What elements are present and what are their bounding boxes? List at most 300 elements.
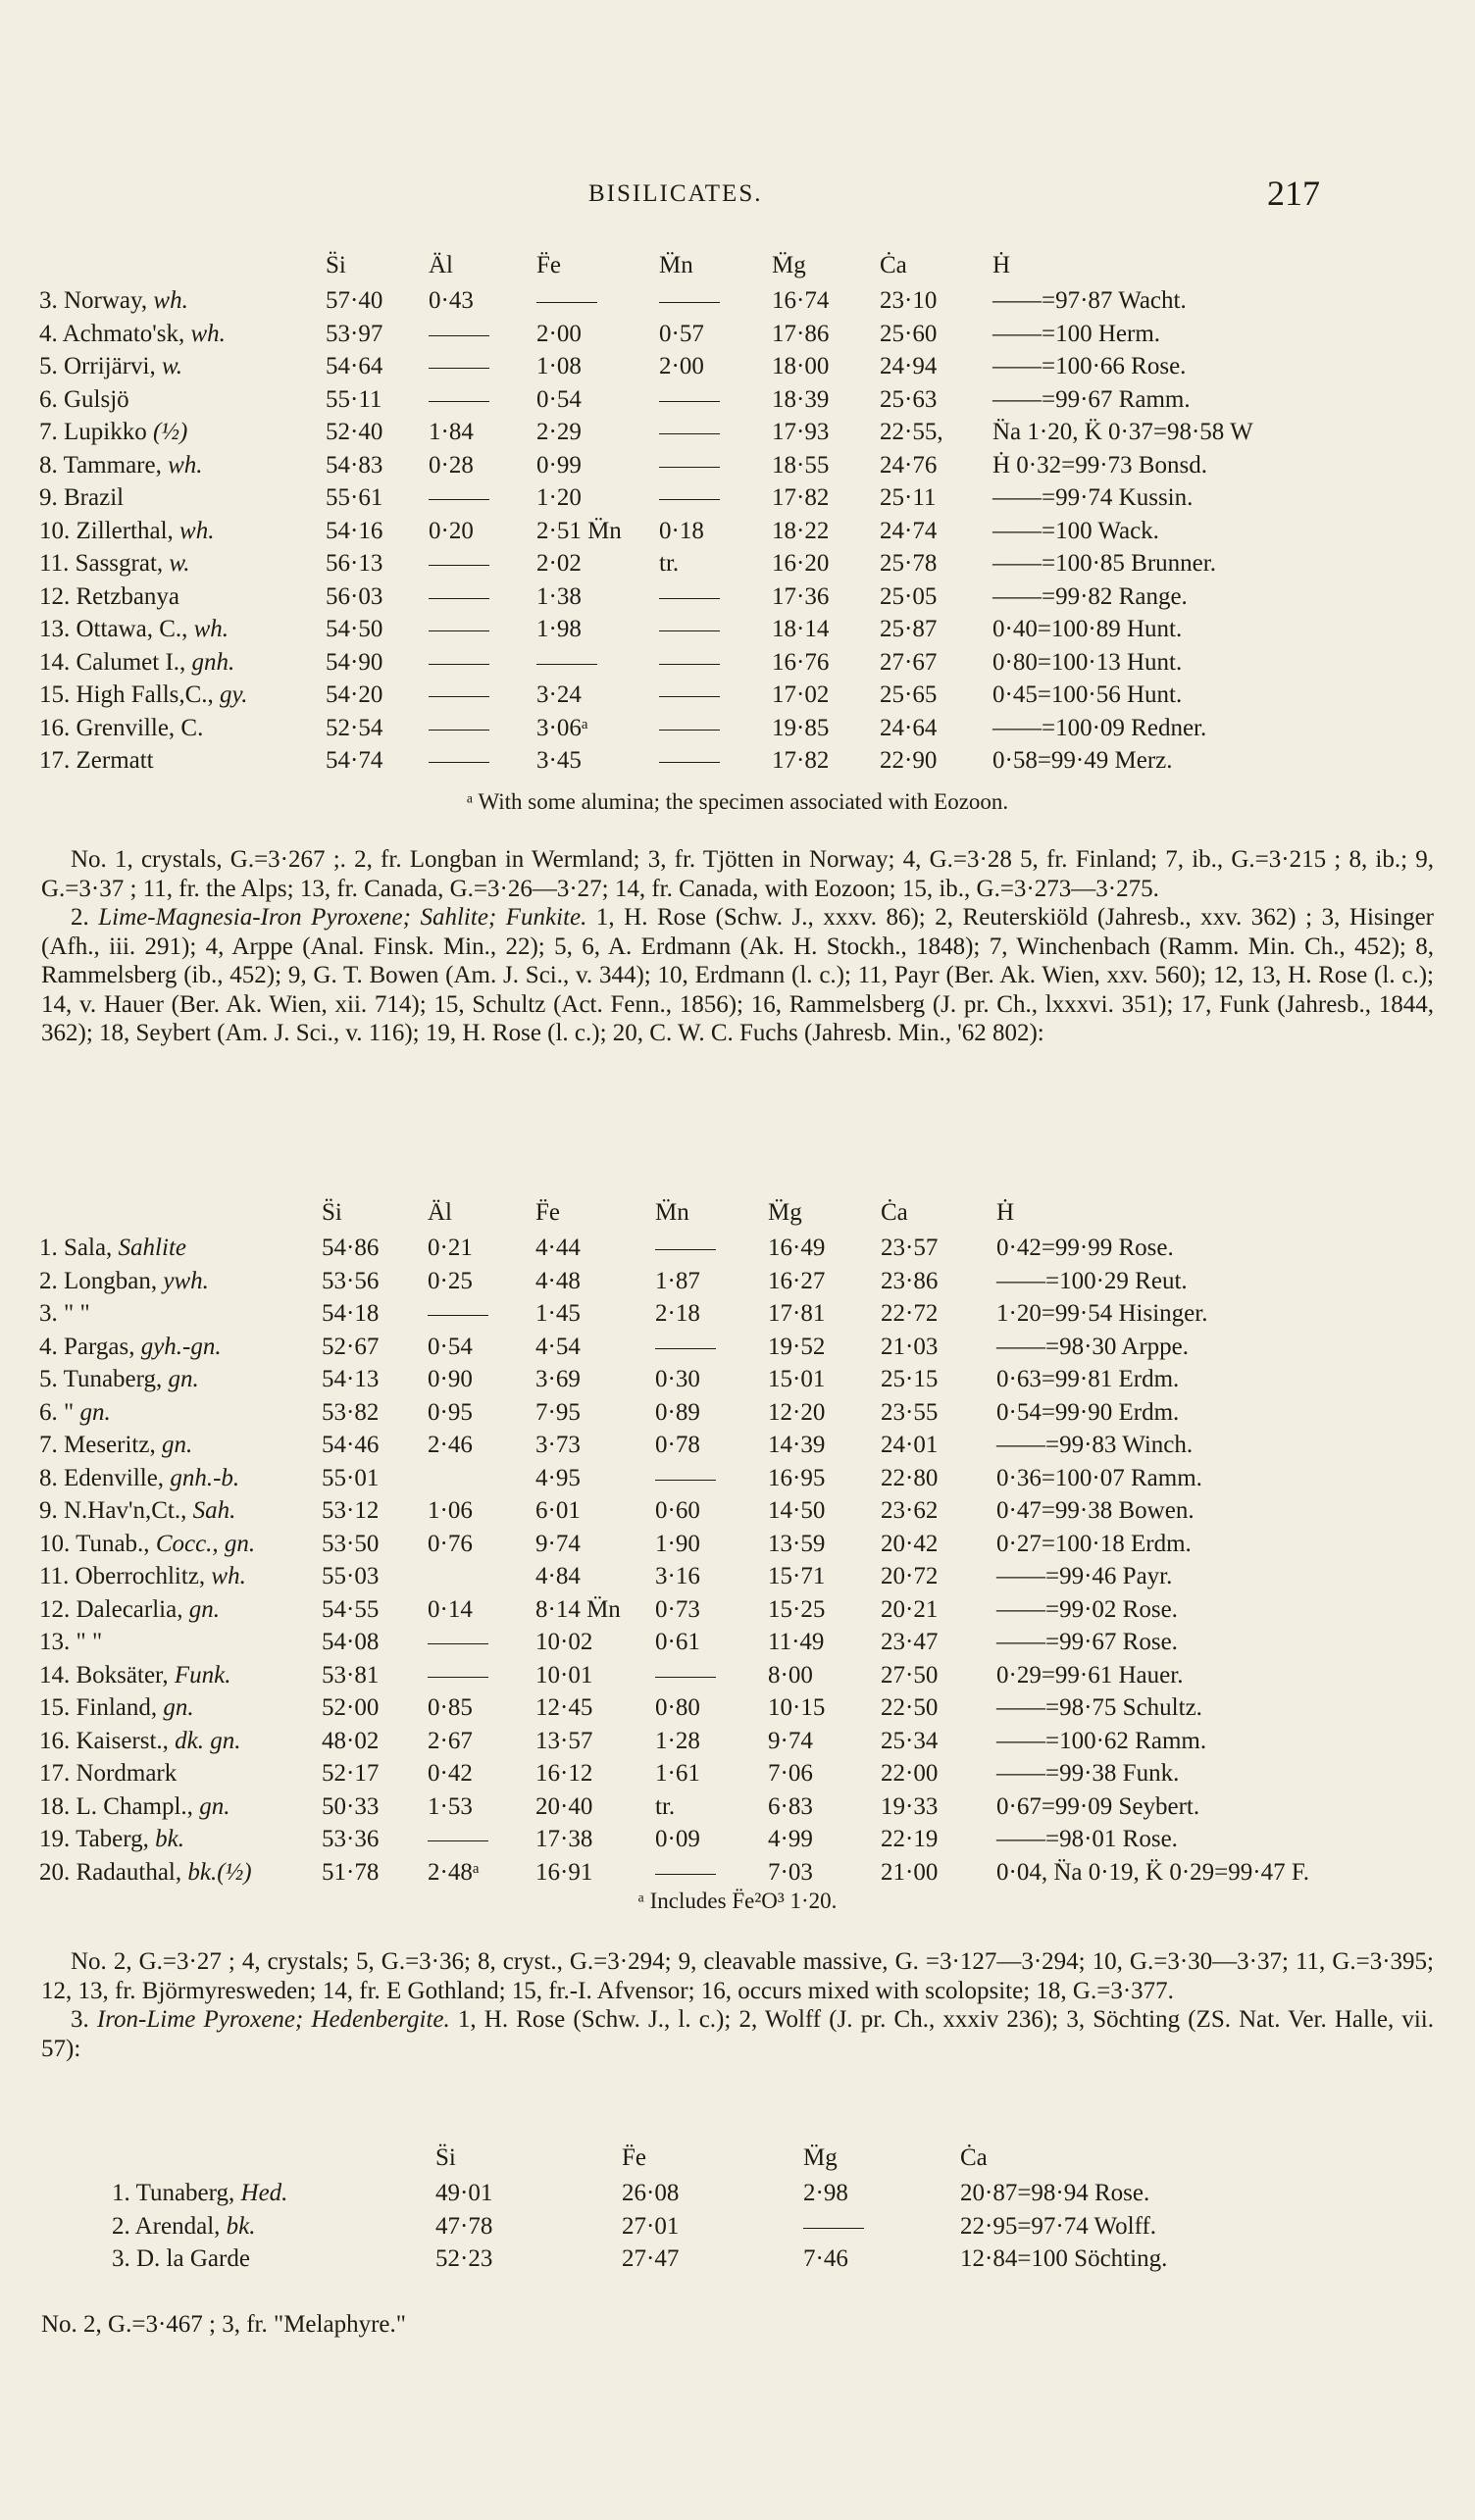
cell-location xyxy=(35,1757,318,1790)
cell-ca: 25·05 xyxy=(880,582,938,610)
row-number: 14. xyxy=(39,648,71,676)
running-head xyxy=(0,176,1475,216)
cell-mg: 16·74 xyxy=(772,287,830,315)
col-ca: Ċa xyxy=(960,2143,988,2171)
cell-ca: 24·01 xyxy=(881,1432,939,1459)
empty-dash xyxy=(659,664,720,665)
cell-fe: 7·95 xyxy=(535,1398,581,1426)
cell-fe: 4·84 xyxy=(535,1563,581,1590)
empty-dash xyxy=(659,467,720,468)
cell-mg: 17·93 xyxy=(772,419,830,446)
col-fe: F̈e xyxy=(622,2143,646,2171)
cell-location xyxy=(35,284,322,318)
cell-rest: ——=100·09 Redner. xyxy=(992,714,1207,741)
table-row xyxy=(35,1494,1438,1528)
cell-al: 0·95 xyxy=(428,1398,473,1426)
col-h: Ḣ xyxy=(992,251,1011,278)
cell-location xyxy=(35,1429,318,1462)
cell-rest: Ḣ 0·32=99·73 Bonsd. xyxy=(992,451,1207,479)
table-row xyxy=(35,481,1438,515)
section-2-title: Lime-Magnesia-Iron Pyroxene; Sahlite; Funkite. xyxy=(98,904,587,931)
table-row xyxy=(35,1626,1438,1659)
section-3-title: Iron-Lime Pyroxene; Hedenbergite. xyxy=(96,2006,450,2033)
table-row xyxy=(108,2177,1285,2210)
row-number: 12. xyxy=(39,582,71,610)
cell-al: 0·76 xyxy=(428,1530,473,1557)
cell-rest: 1·20=99·54 Hisinger. xyxy=(996,1300,1208,1328)
empty-dash xyxy=(659,433,720,434)
table-row xyxy=(35,515,1438,548)
cell-rest: ——=99·82 Range. xyxy=(992,582,1188,610)
cell-si: 53·36 xyxy=(322,1826,380,1853)
cell-mg: 17·02 xyxy=(772,681,830,709)
description: Hed. xyxy=(240,2180,288,2207)
table-row xyxy=(35,1265,1438,1298)
running-title: BISILICATES. xyxy=(588,180,763,207)
cell-al: 0·54 xyxy=(428,1333,473,1360)
cell-fe: 1·45 xyxy=(535,1300,581,1328)
description: bk. xyxy=(226,2212,256,2240)
cell-al: 0·43 xyxy=(429,287,474,315)
cell-fe: 16·91 xyxy=(535,1858,593,1886)
cell-ca: 25·63 xyxy=(880,385,938,413)
cell-fe: 13·57 xyxy=(535,1727,593,1754)
cell-mg: 7·46 xyxy=(803,2245,848,2273)
empty-dash xyxy=(659,696,720,697)
empty-dash xyxy=(659,499,720,500)
cell-rest: ——=99·67 Rose. xyxy=(996,1629,1178,1656)
description: Cocc., gn. xyxy=(155,1530,256,1557)
table-row xyxy=(35,1560,1438,1593)
row-number: 7. xyxy=(39,1432,58,1459)
empty-dash xyxy=(429,696,489,697)
cell-rest: 0·58=99·49 Merz. xyxy=(992,747,1173,775)
table-row xyxy=(35,547,1438,580)
table-row xyxy=(35,350,1438,383)
cell-rest: ——=99·02 Rose. xyxy=(996,1595,1178,1623)
description: wh. xyxy=(168,451,203,479)
cell-ca: 25·87 xyxy=(880,616,938,643)
cell-mg: 16·20 xyxy=(772,550,830,578)
table-row xyxy=(35,284,1438,318)
cell-mg: 18·22 xyxy=(772,517,830,544)
cell-location xyxy=(35,1823,318,1856)
cell-location xyxy=(35,679,322,712)
col-mg: M̈g xyxy=(772,251,806,278)
description: gy. xyxy=(220,681,248,709)
description: wh. xyxy=(179,517,215,544)
cell-fe: 1·38 xyxy=(536,582,582,610)
col-mg: M̈g xyxy=(803,2143,838,2171)
notes-text-3: No. 2, G.=3·467 ; 3, fr. "Melaphyre." xyxy=(41,2311,406,2338)
description: gnh.-b. xyxy=(170,1464,240,1491)
empty-dash xyxy=(429,664,489,665)
cell-mg: 16·27 xyxy=(768,1267,826,1294)
analysis-table-3 xyxy=(108,2138,1285,2276)
cell-si: 54·08 xyxy=(322,1629,380,1656)
cell-fe: 27·47 xyxy=(622,2245,680,2273)
empty-dash xyxy=(429,368,489,369)
cell-si: 53·81 xyxy=(322,1661,380,1688)
table-row xyxy=(35,1297,1438,1331)
row-number: 1. xyxy=(112,2180,130,2207)
empty-dash xyxy=(429,598,489,599)
empty-dash xyxy=(428,1677,488,1678)
locality: L. Champl., xyxy=(76,1792,193,1820)
cell-location xyxy=(35,416,322,449)
cell-ca: 25·15 xyxy=(881,1366,939,1393)
description: gn. xyxy=(199,1792,230,1820)
cell-location xyxy=(35,350,322,383)
col-mn: M̈n xyxy=(655,1198,689,1226)
table-row xyxy=(35,1691,1438,1725)
row-number: 9. xyxy=(39,1497,58,1525)
locality: Tunab., xyxy=(76,1530,150,1557)
locality: Longban, xyxy=(64,1267,158,1294)
row-number: 15. xyxy=(39,1694,71,1722)
cell-rest: 0·80=100·13 Hunt. xyxy=(992,648,1183,676)
table-row xyxy=(35,383,1438,417)
table-row xyxy=(35,580,1438,614)
description: bk. xyxy=(155,1826,185,1853)
cell-ca: 22·50 xyxy=(881,1694,939,1722)
locality: Dalecarlia, xyxy=(76,1595,183,1623)
empty-dash xyxy=(428,1643,488,1644)
cell-rest: ——=99·46 Payr. xyxy=(996,1563,1173,1590)
cell-fe: 16·12 xyxy=(535,1760,593,1788)
col-fe: F̈e xyxy=(535,1198,560,1226)
table-row xyxy=(35,1429,1438,1462)
table-row xyxy=(35,1396,1438,1430)
empty-dash xyxy=(655,1677,716,1678)
row-number: 19. xyxy=(39,1826,71,1853)
cell-si: 53·97 xyxy=(326,320,383,347)
cell-mn: 0·73 xyxy=(655,1595,700,1623)
cell-ca: 22·80 xyxy=(881,1464,939,1491)
col-si: S̈i xyxy=(326,251,346,278)
description: gn. xyxy=(168,1366,199,1393)
cell-mg: 18·39 xyxy=(772,385,830,413)
cell-mn: 0·57 xyxy=(659,320,704,347)
table2-footnote: ᵃ Includes F̈e²O³ 1·20. xyxy=(637,1889,838,1913)
cell-rest: ——=98·01 Rose. xyxy=(996,1826,1178,1853)
cell-mn: 1·90 xyxy=(655,1530,700,1557)
cell-mg: 17·81 xyxy=(768,1300,826,1328)
empty-dash xyxy=(429,401,489,402)
cell-rest: 0·47=99·38 Bowen. xyxy=(996,1497,1195,1525)
cell-fe: 10·02 xyxy=(535,1629,593,1656)
col-mn: M̈n xyxy=(659,251,693,278)
cell-ca: 23·62 xyxy=(881,1497,939,1525)
cell-fe: 3·45 xyxy=(536,747,582,775)
description: wh. xyxy=(211,1563,246,1590)
cell-location xyxy=(35,1725,318,1758)
cell-ca: 25·11 xyxy=(880,484,937,512)
row-number: 16. xyxy=(39,1727,71,1754)
empty-dash xyxy=(536,302,597,303)
cell-location xyxy=(35,515,322,548)
cell-mn: 2·00 xyxy=(659,353,704,380)
cell-fe: 10·01 xyxy=(535,1661,593,1688)
locality: Orrijärvi, xyxy=(64,353,156,380)
row-number: 18. xyxy=(39,1792,71,1820)
description: w. xyxy=(161,353,183,380)
row-number: 13. xyxy=(39,1629,71,1656)
table-row xyxy=(35,712,1438,745)
table-row xyxy=(35,449,1438,482)
cell-rest: ——=99·67 Ramm. xyxy=(992,385,1191,413)
paragraph-notes-1 xyxy=(41,845,1434,1048)
cell-mn: 3·16 xyxy=(655,1563,700,1590)
cell-rest: ——=97·87 Wacht. xyxy=(992,287,1187,315)
empty-dash xyxy=(803,2228,864,2229)
cell-mn: 2·18 xyxy=(655,1300,700,1328)
cell-rest: ——=100·29 Reut. xyxy=(996,1267,1188,1294)
empty-dash xyxy=(429,499,489,500)
cell-mg: 18·14 xyxy=(772,616,830,643)
cell-ca: 23·47 xyxy=(881,1629,939,1656)
empty-dash xyxy=(655,1480,716,1481)
locality: Finland, xyxy=(76,1694,158,1722)
cell-si: 56·13 xyxy=(326,550,383,578)
cell-si: 56·03 xyxy=(326,582,383,610)
locality: Norway, xyxy=(64,287,148,315)
paragraph-notes-2 xyxy=(41,1947,1434,2063)
table-row xyxy=(35,1856,1438,1890)
cell-fe: 1·98 xyxy=(536,616,582,643)
cell-location xyxy=(35,1856,318,1890)
cell-si: 51·78 xyxy=(322,1858,380,1886)
analysis-table-1 xyxy=(35,245,1438,778)
cell-al: 0·25 xyxy=(428,1267,473,1294)
row-number: 2. xyxy=(39,1267,58,1294)
cell-rest: 0·45=100·56 Hunt. xyxy=(992,681,1183,709)
cell-fe: 9·74 xyxy=(535,1530,581,1557)
cell-rest: ——=99·74 Kussin. xyxy=(992,484,1194,512)
cell-si: 53·12 xyxy=(322,1497,380,1525)
locality: " " xyxy=(64,1300,90,1328)
table-header-row xyxy=(35,1192,1438,1232)
cell-mn: 0·60 xyxy=(655,1497,700,1525)
cell-location xyxy=(35,383,322,417)
cell-fe: 4·54 xyxy=(535,1333,581,1360)
row-number: 5. xyxy=(39,1366,58,1393)
cell-mg: 18·55 xyxy=(772,451,830,479)
cell-ca: 22·19 xyxy=(881,1826,939,1853)
locality: Arendal, xyxy=(134,2212,221,2240)
description: gn. xyxy=(163,1694,194,1722)
cell-mn: 1·87 xyxy=(655,1267,700,1294)
row-number: 3. xyxy=(39,287,58,315)
cell-mg: 14·39 xyxy=(768,1432,826,1459)
locality: Pargas, xyxy=(64,1333,135,1360)
cell-mn: tr. xyxy=(659,550,680,578)
empty-dash xyxy=(429,630,489,631)
table-row xyxy=(35,1593,1438,1627)
cell-mg: 2·98 xyxy=(803,2180,848,2207)
table-row xyxy=(35,646,1438,680)
locality: Kaiserst., xyxy=(76,1727,169,1754)
table-row xyxy=(35,1232,1438,1265)
cell-mn: tr. xyxy=(655,1792,676,1820)
cell-mg: 17·82 xyxy=(772,484,830,512)
cell-ca: 22·55, xyxy=(880,419,943,446)
cell-mg: 15·25 xyxy=(768,1595,826,1623)
table-row xyxy=(35,1823,1438,1856)
table-row xyxy=(35,1725,1438,1758)
cell-si: 52·23 xyxy=(435,2245,493,2273)
locality: Meseritz, xyxy=(64,1432,156,1459)
locality: Lupikko xyxy=(64,419,147,446)
locality: Tunaberg, xyxy=(63,1366,163,1393)
empty-dash xyxy=(429,565,489,566)
cell-location xyxy=(35,1593,318,1627)
cell-ca: 20·72 xyxy=(881,1563,939,1590)
table-header-row xyxy=(35,245,1438,284)
table-row xyxy=(35,318,1438,351)
cell-fe: 27·01 xyxy=(622,2212,680,2240)
cell-si: 55·01 xyxy=(322,1464,380,1491)
cell-rest: 20·87=98·94 Rose. xyxy=(960,2180,1150,2207)
cell-fe: 2·02 xyxy=(536,550,582,578)
cell-location xyxy=(35,1494,318,1528)
cell-mg: 14·50 xyxy=(768,1497,826,1525)
table-row xyxy=(35,1462,1438,1495)
description: Sahlite xyxy=(118,1235,186,1262)
empty-dash xyxy=(659,401,720,402)
row-number: 17. xyxy=(39,747,71,775)
cell-al: 0·28 xyxy=(429,451,474,479)
locality: Achmato'sk, xyxy=(62,320,185,347)
row-number: 4. xyxy=(39,1333,58,1360)
cell-location xyxy=(35,1462,318,1495)
cell-fe: 4·44 xyxy=(535,1235,581,1262)
row-number: 10. xyxy=(39,517,71,544)
table-row xyxy=(108,2243,1285,2276)
locality: Sala, xyxy=(64,1235,113,1262)
cell-ca: 23·10 xyxy=(880,287,938,315)
locality: Gulsjö xyxy=(64,385,129,413)
cell-location xyxy=(35,1265,318,1298)
locality: Taberg, xyxy=(76,1826,149,1853)
cell-mg: 10·15 xyxy=(768,1694,826,1722)
cell-mg: 13·59 xyxy=(768,1530,826,1557)
empty-dash xyxy=(428,1840,488,1841)
cell-rest: ——=98·30 Arppe. xyxy=(996,1333,1190,1360)
col-fe: F̈e xyxy=(536,251,561,278)
locality: Radauthal, xyxy=(76,1858,182,1886)
cell-rest: ——=100·66 Rose. xyxy=(992,353,1187,380)
cell-location xyxy=(35,481,322,515)
table-row xyxy=(35,416,1438,449)
empty-dash xyxy=(659,598,720,599)
row-number: 6. xyxy=(39,385,58,413)
cell-si: 53·56 xyxy=(322,1267,380,1294)
paragraph-notes-3 xyxy=(41,2310,1434,2340)
cell-mg: 15·01 xyxy=(768,1366,826,1393)
cell-si: 48·02 xyxy=(322,1727,380,1754)
cell-al: 0·42 xyxy=(428,1760,473,1788)
description: gn. xyxy=(79,1398,111,1426)
locality: D. la Garde xyxy=(136,2245,250,2273)
cell-mn: 0·09 xyxy=(655,1826,700,1853)
locality: Tunaberg, xyxy=(135,2180,235,2207)
cell-fe: 3·24 xyxy=(536,681,582,709)
cell-mg: 11·49 xyxy=(768,1629,825,1656)
description: Sah. xyxy=(192,1497,236,1525)
cell-ca: 23·86 xyxy=(881,1267,939,1294)
cell-fe: 2·00 xyxy=(536,320,582,347)
row-number: 11. xyxy=(39,550,70,578)
table-row xyxy=(35,1528,1438,1561)
cell-mg: 16·76 xyxy=(772,648,830,676)
cell-ca: 21·00 xyxy=(881,1858,939,1886)
locality: Retzbanya xyxy=(76,582,180,610)
table-row xyxy=(35,1790,1438,1824)
cell-fe: 17·38 xyxy=(535,1826,593,1853)
cell-si: 52·54 xyxy=(326,714,383,741)
col-al: Äl xyxy=(428,1198,452,1226)
description: Funk. xyxy=(174,1661,231,1688)
col-si: S̈i xyxy=(435,2143,456,2171)
row-number: 8. xyxy=(39,451,58,479)
empty-dash xyxy=(655,1348,716,1349)
cell-fe: 1·08 xyxy=(536,353,582,380)
cell-si: 55·61 xyxy=(326,484,383,512)
description: gn. xyxy=(161,1432,193,1459)
cell-al: 1·84 xyxy=(429,419,474,446)
cell-rest: ——=100·62 Ramm. xyxy=(996,1727,1207,1754)
cell-mg: 17·36 xyxy=(772,582,830,610)
cell-si: 54·20 xyxy=(326,681,383,709)
cell-rest: 0·29=99·61 Hauer. xyxy=(996,1661,1184,1688)
empty-dash xyxy=(655,1874,716,1875)
cell-mn: 0·89 xyxy=(655,1398,700,1426)
cell-si: 54·50 xyxy=(326,616,383,643)
cell-location xyxy=(35,646,322,680)
cell-mn: 0·18 xyxy=(659,517,704,544)
cell-mg: 9·74 xyxy=(768,1727,813,1754)
empty-dash xyxy=(429,335,489,336)
cell-mn: 1·61 xyxy=(655,1760,700,1788)
locality: Brazil xyxy=(64,484,125,512)
cell-si: 54·18 xyxy=(322,1300,380,1328)
cell-al: 2·48ᵃ xyxy=(428,1858,480,1886)
locality: Calumet I., xyxy=(76,648,186,676)
locality: Oberrochlitz, xyxy=(75,1563,206,1590)
cell-fe: 6·01 xyxy=(535,1497,581,1525)
empty-dash xyxy=(659,730,720,731)
cell-si: 55·11 xyxy=(326,385,382,413)
cell-rest: ——=100 Wack. xyxy=(992,517,1159,544)
table-row xyxy=(108,2210,1285,2243)
empty-dash xyxy=(655,1249,716,1250)
cell-mn: 0·61 xyxy=(655,1629,700,1656)
row-number: 3. xyxy=(39,1300,58,1328)
cell-ca: 24·64 xyxy=(880,714,938,741)
cell-location xyxy=(35,1232,318,1265)
col-al: Äl xyxy=(429,251,453,278)
cell-mg: 8·00 xyxy=(768,1661,813,1688)
notes-text-2: No. 2, G.=3·27 ; 4, crystals; 5, G.=3·36; 8, cryst., G.=3·294; 9, cleavable massive, G. =3·127—3·294; 10, G.=3·30—3·37; 11, G.=3·395; 12, 13, fr. Björmyresweden; 14, fr. E Gothland; 15, fr.-I. Afvensor; 16, occurs mixed with scolopsite; 18, G.=3·377. xyxy=(41,1948,1434,2004)
cell-location xyxy=(35,547,322,580)
row-number: 2. xyxy=(112,2212,130,2240)
row-number: 16. xyxy=(39,714,71,741)
row-number: 13. xyxy=(39,616,71,643)
cell-rest: ——=99·83 Winch. xyxy=(996,1432,1194,1459)
cell-rest: ——=98·75 Schultz. xyxy=(996,1694,1202,1722)
cell-fe: 0·99 xyxy=(536,451,582,479)
